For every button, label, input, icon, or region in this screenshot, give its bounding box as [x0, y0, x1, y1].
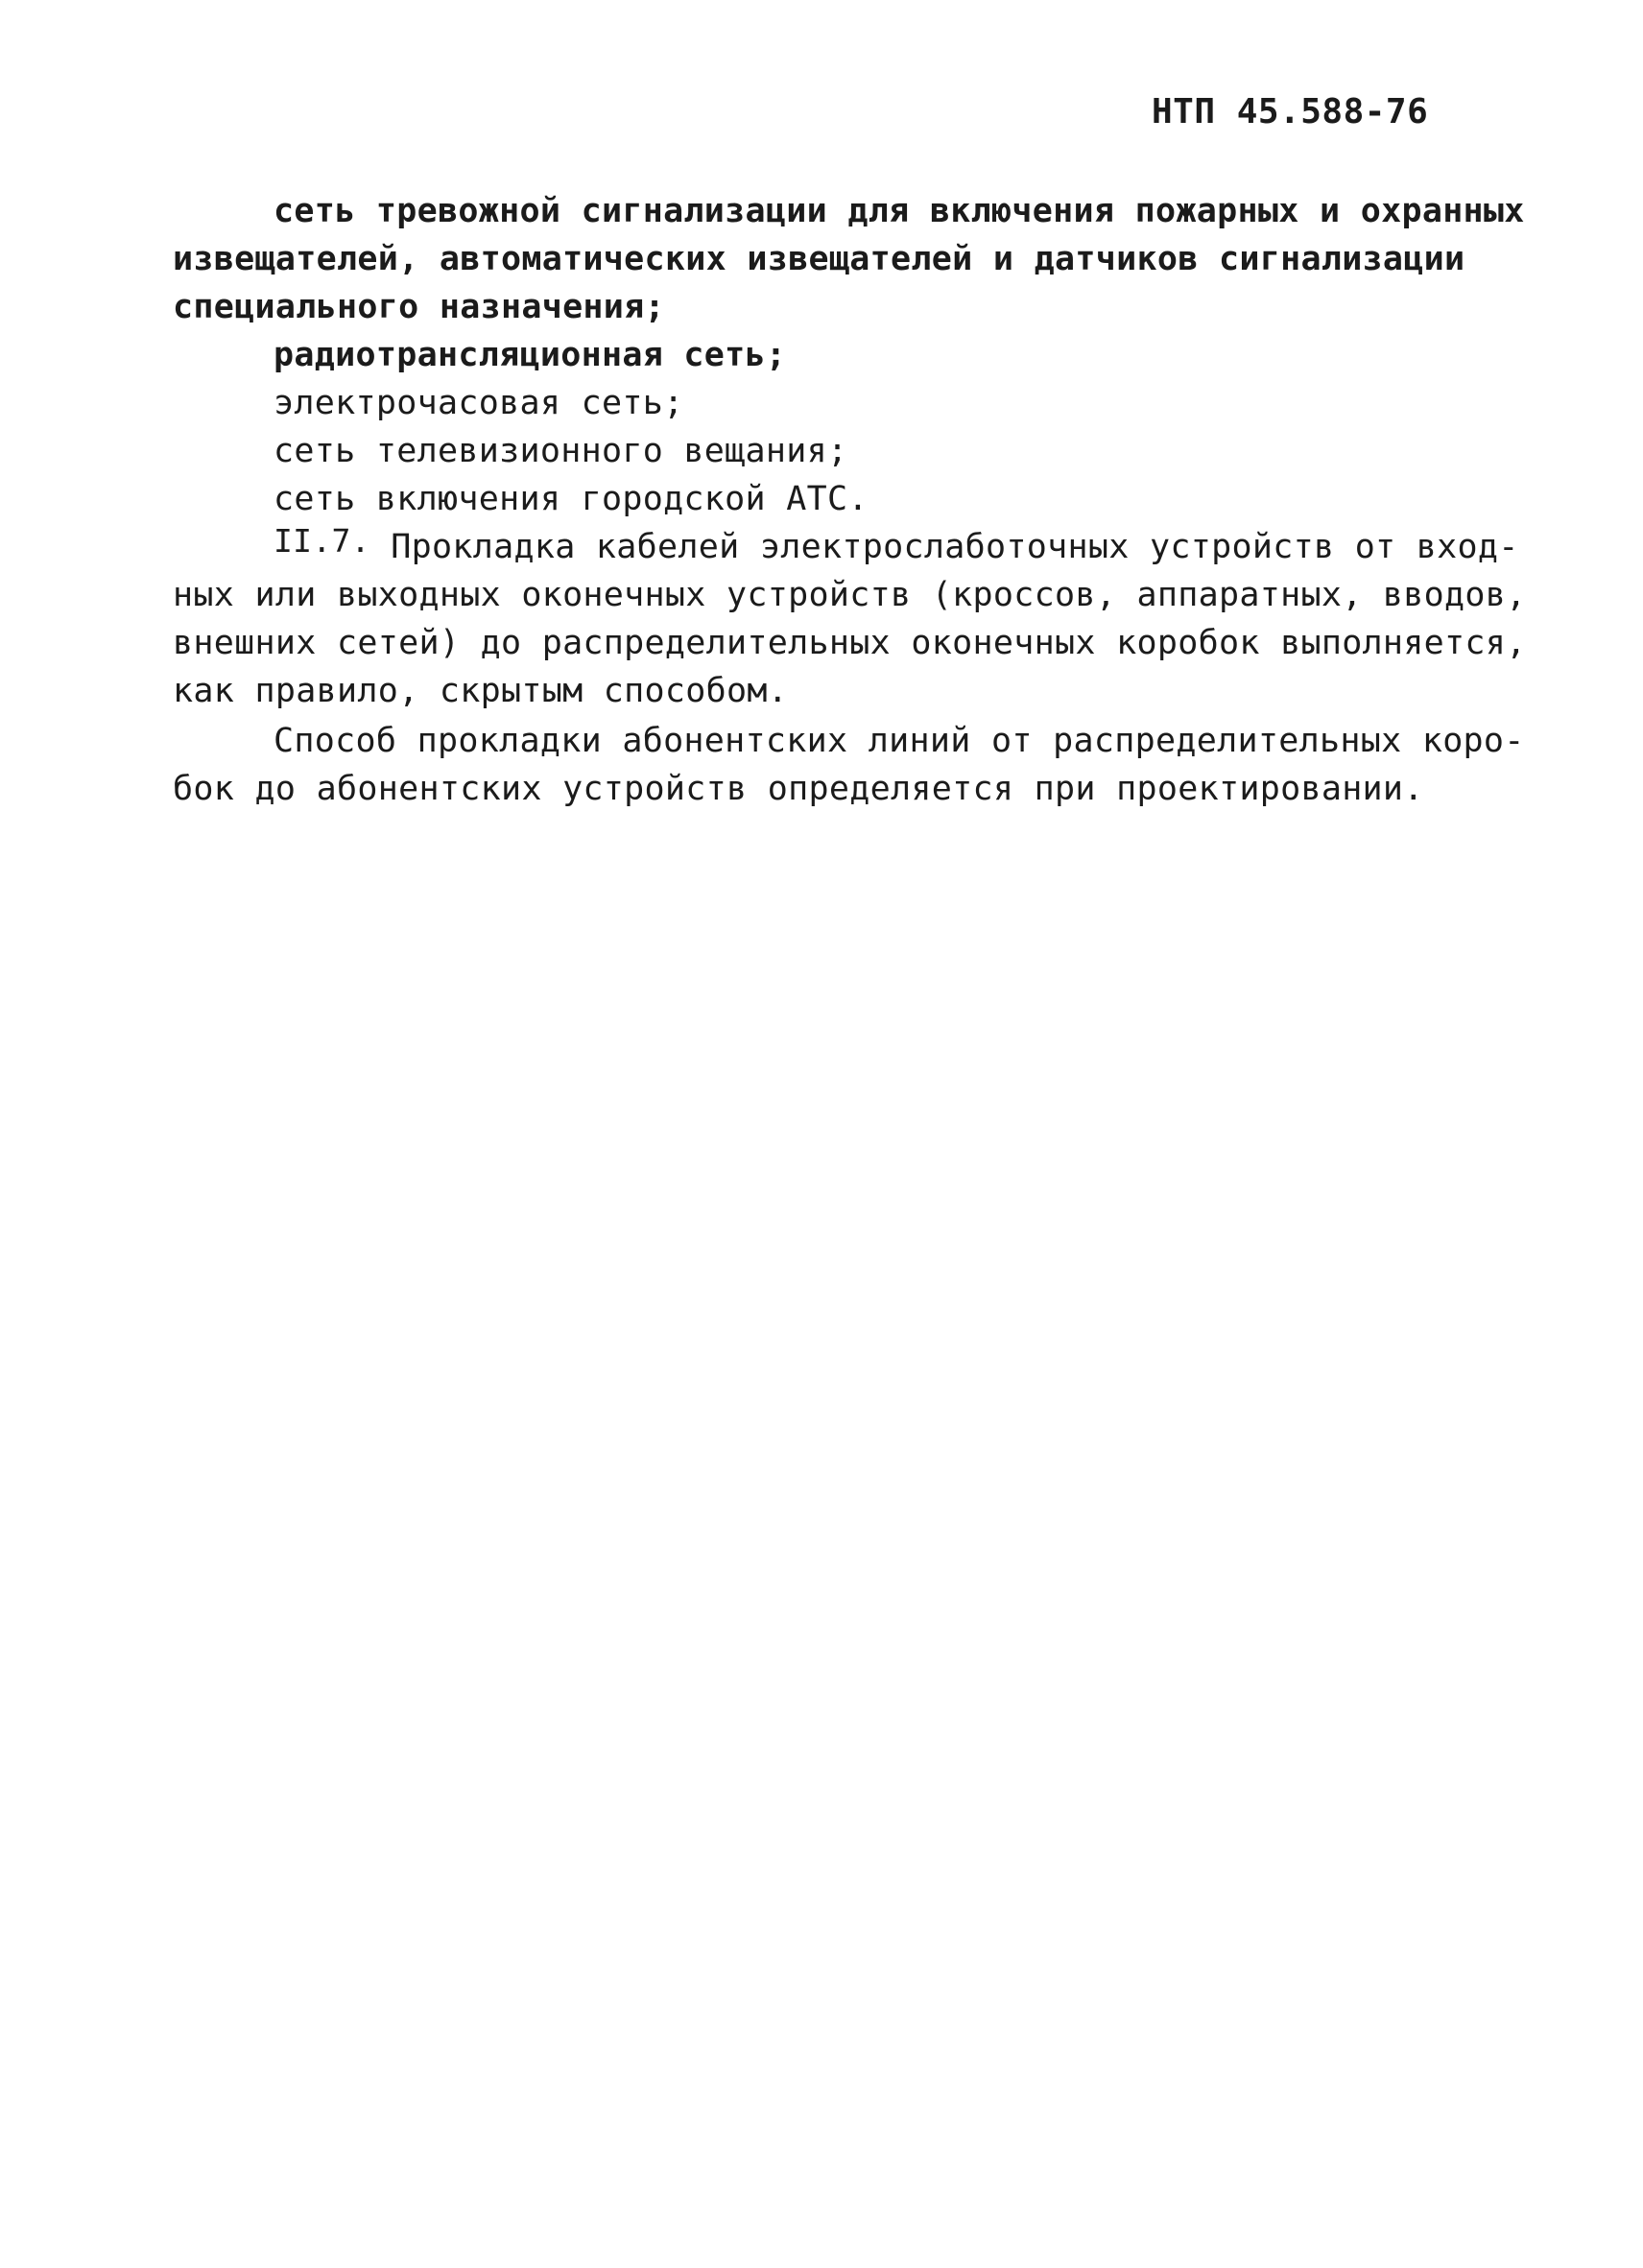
alarm-network-line-3: специального назначения;: [173, 288, 665, 326]
clause-number: II.7.: [274, 522, 370, 560]
alarm-network-line-2: извещателей, автоматических извещателей и датчиков сигнализации: [173, 240, 1465, 278]
tv-network-item: сеть телевизионного вещания;: [274, 432, 848, 470]
pbx-network-item: сеть включения городской АТС.: [274, 480, 869, 518]
alarm-network-line-1: сеть тревожной сигнализации для включения пожарных и охранных: [274, 192, 1525, 230]
subscriber-paragraph-line-2: бок до абонентских устройств определяется при проектировании.: [173, 770, 1424, 808]
clause-11-7-line-4: как правило, скрытым способом.: [173, 672, 789, 710]
clock-network-item: электрочасовая сеть;: [274, 384, 684, 422]
document-code: НТП 45.588-76: [1152, 92, 1429, 131]
clause-11-7-line-2: ных или выходных оконечных устройств (кроссов, аппаратных, вводов,: [173, 576, 1527, 614]
clause-11-7-text: Прокладка кабелей электрослаботочных устройств от вход-: [369, 528, 1519, 566]
clause-11-7-line-3: внешних сетей) до распределительных оконечных коробок выполняется,: [173, 624, 1527, 662]
subscriber-paragraph-line-1: Способ прокладки абонентских линий от распределительных коро-: [274, 722, 1525, 760]
radio-network-item: радиотрансляционная сеть;: [274, 336, 787, 374]
clause-11-7-line-1: [274, 522, 1519, 566]
